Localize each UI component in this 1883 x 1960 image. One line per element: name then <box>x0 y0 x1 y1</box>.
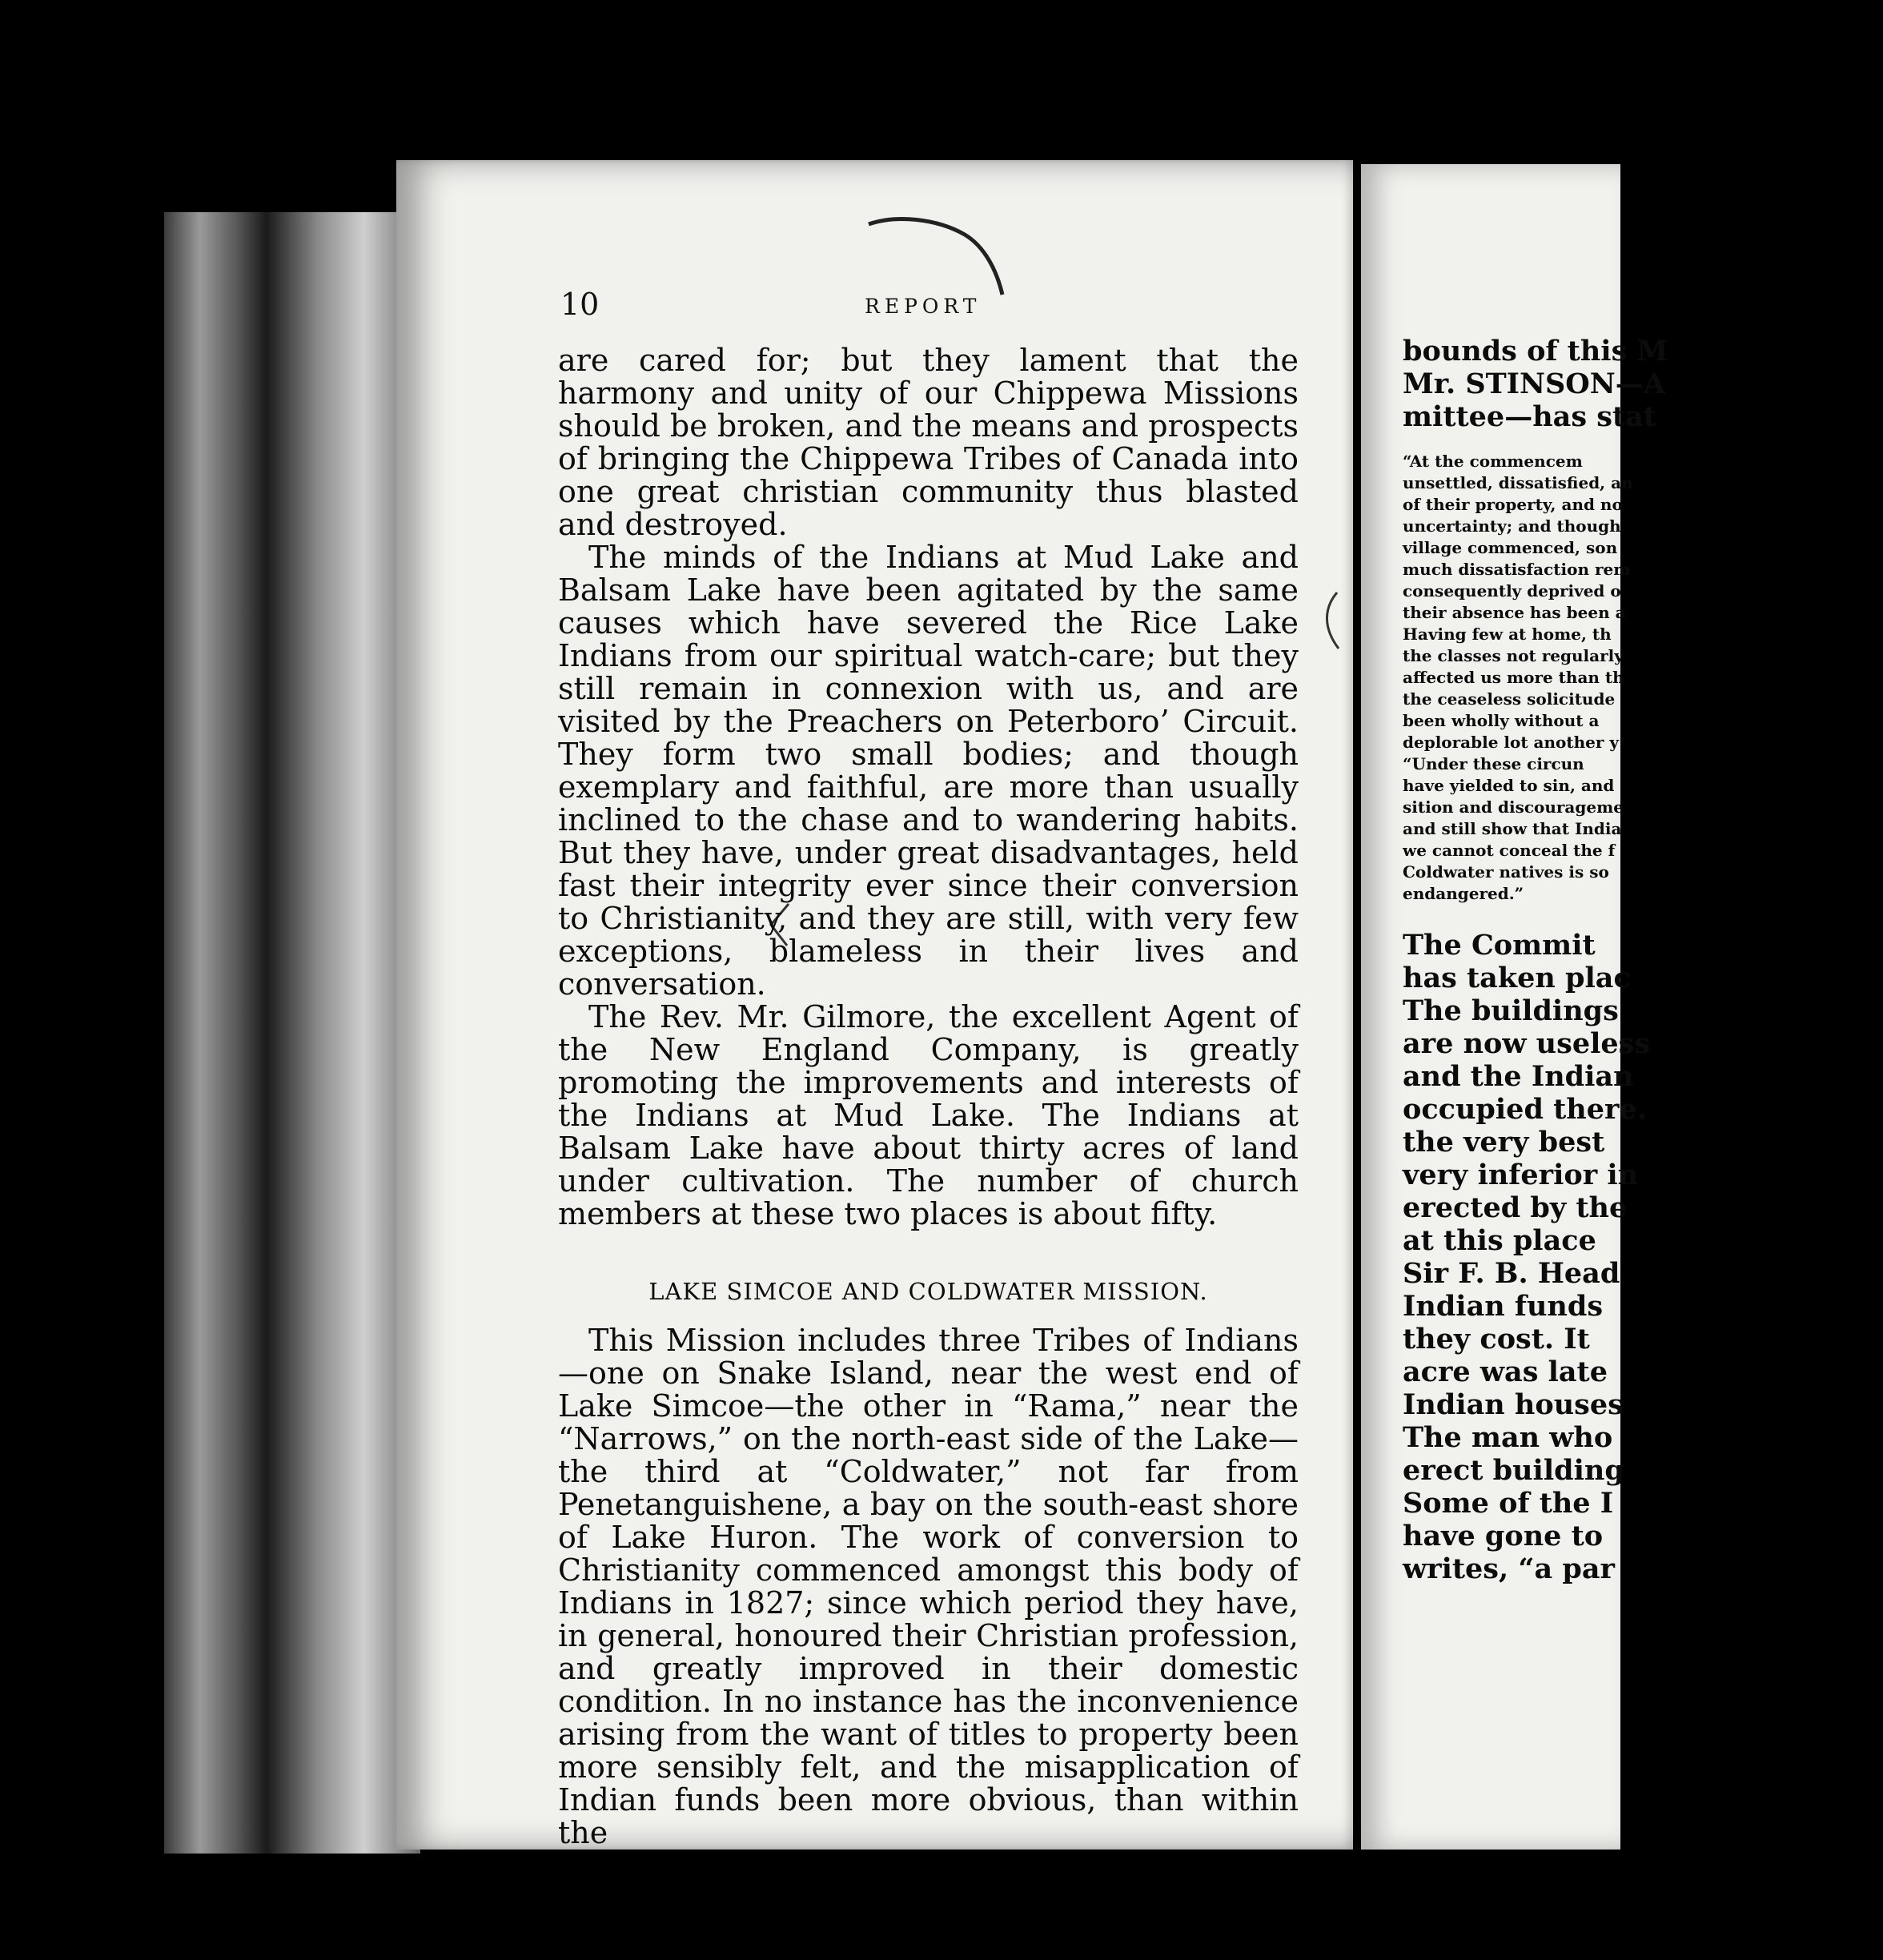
text-line: are now useless <box>1403 1027 1651 1060</box>
text-line: they cost. It <box>1403 1323 1590 1356</box>
text-line: The man who <box>1403 1421 1613 1454</box>
text-line: bounds of this M <box>1403 335 1668 368</box>
text-line: at this place <box>1403 1224 1596 1257</box>
text-line: and the Indian <box>1403 1060 1634 1093</box>
quote-line: of their property, and no <box>1403 495 1623 514</box>
text-line: acre was late <box>1403 1356 1608 1388</box>
paragraph: The minds of the Indians at Mud Lake and Balsam Lake have been agitated by the same causes which have severed the Rice Lake Indians from our spiritual watch-care; but they still remain in connexion with us, and are visited by the Preachers on Peterboro’ Circuit. They form two small bodies; and though exemplary and faithful, are more than usually inclined to the chase and to wandering habits. But they have, under great disadvantages, held fast their integrity ever since their conversion to Christianity, and they are still, with very few exceptions, blameless in their lives and conversation. <box>558 540 1299 1002</box>
quote-line: “Under these circun <box>1403 754 1584 773</box>
quote-line: been wholly without a <box>1403 711 1600 730</box>
quote-line: village commenced, son <box>1403 538 1618 557</box>
quote-line: their absence has been a <box>1403 603 1626 622</box>
block-quote <box>1403 451 1883 905</box>
quote-line: affected us more than th <box>1403 668 1624 687</box>
quote-line: we cannot conceal the f <box>1403 841 1616 860</box>
page-number: 10 <box>560 287 600 322</box>
quote-line: the classes not regularly <box>1403 646 1624 665</box>
quote-line: deplorable lot another y <box>1403 733 1619 752</box>
text-line: have gone to <box>1403 1520 1604 1552</box>
quote-line: unsettled, dissatisfied, an <box>1403 473 1633 492</box>
text-line: very inferior in <box>1403 1159 1639 1191</box>
text-line: erected by the <box>1403 1191 1628 1224</box>
quote-line: the ceaseless solicitude <box>1403 689 1616 709</box>
text-line: Indian funds <box>1403 1290 1604 1323</box>
text-line: has taken plac <box>1403 962 1631 994</box>
quote-line: much dissatisfaction rem <box>1403 560 1631 579</box>
text-line: occupied there. <box>1403 1093 1647 1126</box>
quote-line: endangered.” <box>1403 884 1524 903</box>
quote-line: Having few at home, th <box>1403 625 1612 644</box>
quote-line: “At the commencem <box>1403 452 1583 471</box>
text-line: Sir F. B. Head <box>1403 1257 1620 1290</box>
book-edge <box>164 212 420 1854</box>
quote-line: uncertainty; and though <box>1403 516 1621 536</box>
text-line: erect building <box>1403 1454 1624 1487</box>
text-line: Some of the I <box>1403 1487 1614 1520</box>
paragraph: The Rev. Mr. Gilmore, the excellent Agent of the New England Company, is greatly promoting the improvements and interests of the Indians at Mud Lake. The Indians at Balsam Lake have about thirty acres of land under cultivation. The number of church members at these two places is about fifty. <box>558 999 1299 1231</box>
left-page-text <box>558 344 1299 1850</box>
running-head: REPORT <box>865 295 982 318</box>
page-header <box>560 287 1305 327</box>
text-line: The Commit <box>1403 929 1596 962</box>
quote-line: and still show that India <box>1403 819 1622 838</box>
paragraph: are cared for; but they lament that the harmony and unity of our Chippewa Missions should be broken, and the means and prospects of bringing the Chippewa Tribes of Canada into one great christian community thus blasted and destroyed. <box>558 343 1299 542</box>
text-line: the very best <box>1403 1126 1605 1159</box>
text-line: writes, “a par <box>1403 1552 1615 1585</box>
text-line: Mr. STINSON—A <box>1403 368 1665 400</box>
book-gutter <box>1353 160 1361 1850</box>
paragraph: This Mission includes three Tribes of Indians—one on Snake Island, near the west end of Lake Simcoe—the other in “Rama,” near the “Narrows,” on the north-east side of the Lake—the third at “Coldwater,” not far from Penetanguishene, a bay on the south-east shore of Lake Huron. The work of conversion to Christianity commenced amongst this body of Indians in 1827; since which period they have, in general, honoured their Christian profession, and greatly improved in their domestic condition. In no instance has the inconvenience arising from the want of titles to property been more sensibly felt, and the misapplication of Indian funds been more obvious, than within the <box>558 1323 1299 1850</box>
quote-line: consequently deprived o <box>1403 581 1621 600</box>
text-line: Indian houses <box>1403 1388 1624 1421</box>
right-page-text <box>1403 335 1883 1585</box>
pencil-mark-icon <box>1319 588 1343 653</box>
quote-line: Coldwater natives is so <box>1403 862 1609 882</box>
text-line: mittee—has stat <box>1403 400 1656 433</box>
text-line: The buildings <box>1403 994 1619 1027</box>
quote-line: have yielded to sin, and <box>1403 776 1615 795</box>
quote-line: sition and discourageme <box>1403 797 1624 817</box>
section-heading: LAKE SIMCOE AND COLDWATER MISSION. <box>648 1278 1208 1305</box>
